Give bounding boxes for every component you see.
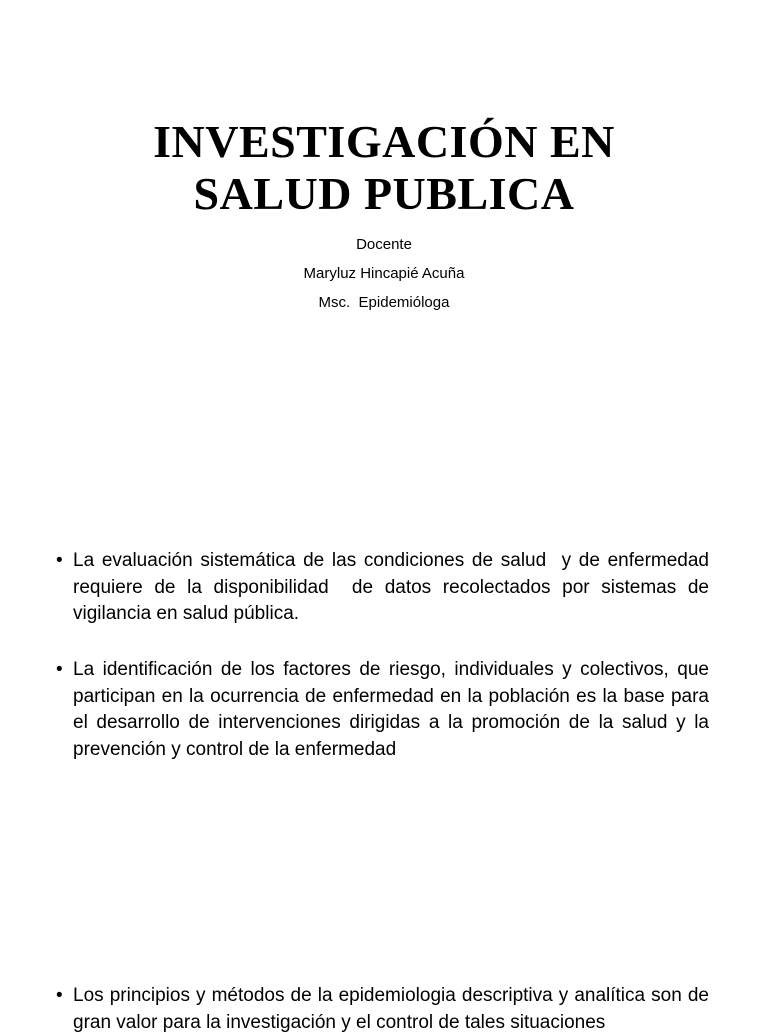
subtitle-author-name: Maryluz Hincapié Acuña bbox=[303, 265, 465, 282]
bullet-item bbox=[56, 548, 715, 628]
bullet-item bbox=[56, 657, 715, 763]
bullet-marker: • bbox=[56, 659, 63, 680]
bullet-marker: • bbox=[56, 985, 63, 1006]
bullet-marker: • bbox=[56, 550, 63, 571]
bullet-text: La identificación de los factores de riesgo, individuales y colectivos, que participan en la ocurrencia de enfermedad en la población es la base para el desarrollo de intervenciones dirigidas a la promoción de la salud y la prevención y control de la enfermedad bbox=[73, 659, 715, 760]
subtitle-block bbox=[0, 230, 768, 317]
bullet-text: La evaluación sistemática de las condiciones de salud y de enfermedad requiere de la disponibilidad de datos recolectados por sistemas de vigilancia en salud pública. bbox=[73, 550, 715, 624]
title-line-2: SALUD PUBLICA bbox=[193, 168, 575, 219]
bullet-text: Los principios y métodos de la epidemiologia descriptiva y analítica son de gran valor para la investigación y el control de tales situaciones bbox=[73, 985, 715, 1033]
subtitle-credential: Msc. Epidemióloga bbox=[318, 294, 450, 311]
bullet-item bbox=[56, 983, 715, 1036]
subtitle-role: Docente bbox=[356, 236, 412, 253]
slide-title bbox=[0, 116, 768, 220]
title-line-1: INVESTIGACIÓN EN bbox=[153, 116, 615, 167]
